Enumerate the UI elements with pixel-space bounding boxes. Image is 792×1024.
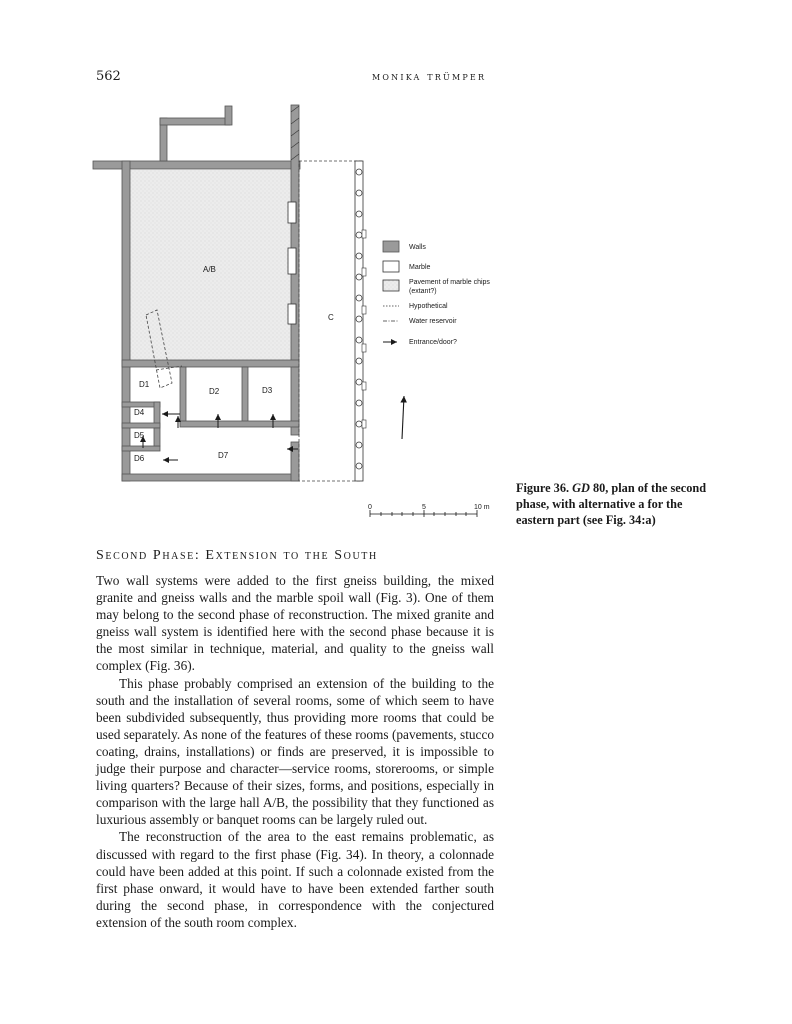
paragraph-3: The reconstruction of the area to the east remains problematic, as discussed with regard to the first phase (Fig. 34). In theory, a colonnade could have been added at this point. If such a colonnade existed from the first phase onward, it would have to have been extended farther south during the second phase, in correspondence with the conjectured extension of the south room complex. (96, 829, 494, 930)
page-number: 562 (96, 69, 121, 84)
scale-bar (368, 504, 490, 517)
scale-label-10: 10 m (474, 504, 490, 511)
paragraph-1: Two wall systems were added to the first gneiss building, the mixed granite and gneiss walls and the marble spoil wall (Fig. 3). One of them may belong to the second phase of reconstruction. The mixed granite and gneiss wall system is identified here with the second phase because it is the most similar in technique, material, and quality to the gneiss wall complex (Fig. 36). (96, 573, 494, 674)
legend-entrance: Entrance/door? (409, 339, 457, 346)
room-label-d5: D5 (134, 431, 145, 440)
body-text (96, 572, 494, 931)
legend-swatch-pavement (383, 280, 399, 291)
caption-prefix: Figure 36. (516, 481, 573, 495)
scale-label-0: 0 (368, 504, 372, 511)
room-label-c: C (328, 313, 334, 322)
caption-line3: eastern part (see Fig. 34:a) (516, 513, 656, 528)
legend-hypothetical: Hypothetical (409, 303, 448, 310)
legend-walls: Walls (409, 244, 426, 251)
north-arrow (402, 396, 404, 439)
column-bases (356, 169, 362, 469)
room-label-d4: D4 (134, 408, 145, 417)
paragraph-2: This phase probably comprised an extension of the building to the south and the installation of several rooms, some of which seem to have been subdivided subsequently, thus providing more rooms that could be used separately. As none of the features of these rooms (pavements, stucco coating, drains, installations) or finds are preserved, it is impossible to judge their purpose and character—service rooms, storerooms, or simple living quarters? Because of their sizes, forms, and positions, especially in comparison with the large hall A/B, the possibility that they functioned as luxurious assembly or banquet rooms can be largely ruled out. (96, 675, 494, 828)
room-label-d6: D6 (134, 454, 145, 463)
section-heading: Second Phase: Extension to the South (96, 548, 378, 563)
scale-label-5: 5 (422, 504, 426, 511)
caption-line2: phase, with alternative a for the (516, 497, 683, 512)
legend-pavement-line1: Pavement of marble chips (409, 279, 490, 286)
marble-thresholds (288, 202, 296, 324)
caption-site: GD (572, 481, 590, 495)
room-label-d7: D7 (218, 451, 229, 460)
room-label-d2: D2 (209, 387, 220, 396)
running-head: monika trümper (372, 70, 487, 83)
legend (383, 241, 490, 346)
caption-rest-line1: 80, plan of the second (589, 481, 707, 495)
legend-pavement-line2: (extant?) (409, 288, 437, 295)
legend-water-reservoir: Water reservoir (409, 318, 457, 325)
legend-swatch-marble (383, 261, 399, 272)
room-label-d1: D1 (139, 380, 150, 389)
legend-swatch-walls (383, 241, 399, 252)
room-label-ab: A/B (203, 265, 216, 274)
legend-marble: Marble (409, 264, 431, 271)
figure-caption (516, 480, 716, 529)
room-label-d3: D3 (262, 386, 273, 395)
